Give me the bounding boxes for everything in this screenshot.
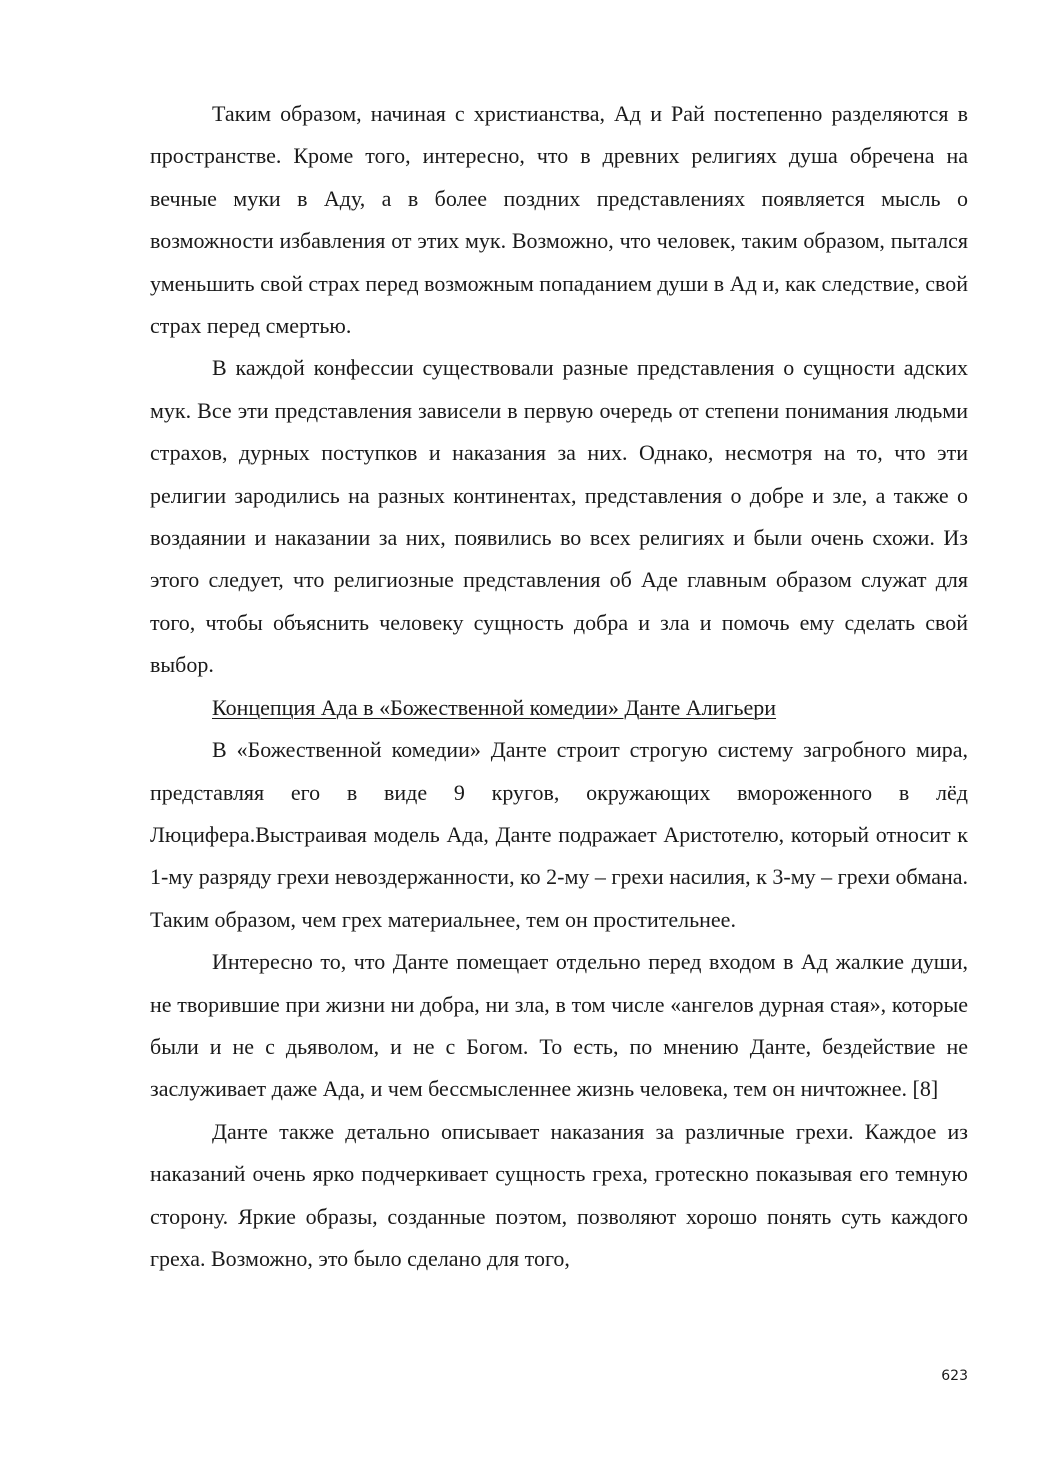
paragraph-christianity: Таким образом, начиная с христианства, Ад и Рай постепенно разделяются в пространстве. Кроме того, интересно, что в древних религиях душа обречена на вечные муки в Аду, а в более поздних представлениях появляется мысль о возможности избавления от этих мук. Возможно, что человек, таким образом, пытался уменьшить свой страх перед возможным попаданием души в Ад и, как следствие, свой страх перед смертью. bbox=[150, 101, 968, 339]
paragraph-confessions: В каждой конфессии существовали разные представления о сущности адских мук. Все эти представления зависели в первую очередь от степени понимания людьми страхов, дурных поступков и наказания за них. Однако, несмотря на то, что эти религии зародились на разных континентах, представления о добре и зле, а также о воздаянии и наказании за них, появились во всех религиях и были очень схожи. Из этого следует, что религиозные представления об Аде главным образом служат для того, чтобы объяснить человеку сущность добра и зла и помочь ему сделать свой выбор. bbox=[150, 355, 968, 678]
paragraph-circles: В «Божественной комедии» Данте строит строгую систему загробного мира, представляя его в виде 9 кругов, окружающих вмороженного в лёд Люцифера.Выстраивая модель Ада, Данте подражает Аристотелю, который относит к 1-му разряду грехи невоздержанности, ко 2-му – грехи насилия, к 3-му – грехи обмана. Таким образом, чем грех материальнее, тем он простительнее. bbox=[150, 737, 968, 932]
paragraph-punishments: Данте также детально описывает наказания за различные грехи. Каждое из наказаний очень ярко подчеркивает сущность греха, гротескно показывая его темную сторону. Яркие образы, созданные поэтом, позволяют хорошо понять суть каждого греха. Возможно, это было сделано для того, bbox=[150, 1118, 968, 1271]
text-column bbox=[150, 93, 968, 1280]
section-heading bbox=[150, 687, 968, 729]
page-number: 623 bbox=[941, 1368, 968, 1384]
section-heading-text: Концепция Ада в «Божественной комедии» Данте Алигьери bbox=[212, 694, 777, 720]
paragraph-souls: Интересно то, что Данте помещает отдельно перед входом в Ад жалкие души, не творившие при жизни ни добра, ни зла, в том числе «ангелов дурная стая», которые были и не с дьяволом, и не с Богом. То есть, по мнению Данте, бездействие не заслуживает даже Ада, и чем бессмысленнее жизнь человека, тем он ничтожнее. [8] bbox=[150, 949, 968, 1102]
